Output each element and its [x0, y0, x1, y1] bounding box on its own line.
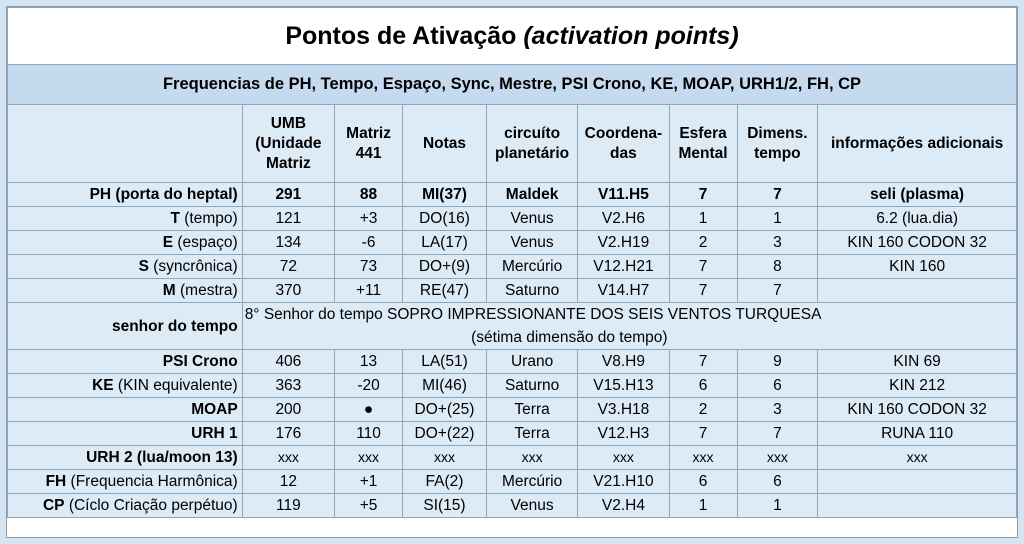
row-label: [8, 207, 243, 231]
cell-umb: 363: [242, 374, 334, 398]
cell-dimens: 9: [737, 350, 818, 374]
cell-dimens: xxx: [737, 446, 818, 470]
table-row: [8, 279, 1017, 303]
row-label-rest: (KIN equivalente): [113, 377, 238, 394]
table-row: [8, 350, 1017, 374]
cell-notas: LA(17): [403, 231, 487, 255]
cell-matriz: 73: [335, 255, 403, 279]
cell-notas: DO+(25): [403, 398, 487, 422]
row-label-rest: (Cíclo Criação perpétuo): [64, 497, 238, 514]
cell-coord: V15.H13: [578, 374, 669, 398]
row-label-rest: (syncrônica): [148, 258, 238, 275]
row-label-rest: (tempo): [179, 210, 238, 227]
cell-circuito: Venus: [486, 207, 577, 231]
header-cell: Notas: [403, 105, 487, 183]
cell-matriz: ●: [335, 398, 403, 422]
row-label-bold: MOAP: [191, 401, 238, 418]
cell-dimens: 1: [737, 494, 818, 518]
cell-circuito: Terra: [486, 398, 577, 422]
cell-matriz: +3: [335, 207, 403, 231]
cell-coord: V12.H3: [578, 422, 669, 446]
cell-circuito: Saturno: [486, 279, 577, 303]
cell-matriz: xxx: [335, 446, 403, 470]
cell-circuito: Venus: [486, 231, 577, 255]
row-label: [8, 398, 243, 422]
cell-notas: DO+(9): [403, 255, 487, 279]
cell-matriz: 110: [335, 422, 403, 446]
cell-notas: xxx: [403, 446, 487, 470]
table-row: [8, 374, 1017, 398]
cell-info: [818, 279, 1017, 303]
cell-umb: 72: [242, 255, 334, 279]
cell-matriz: 88: [335, 183, 403, 207]
cell-matriz: -6: [335, 231, 403, 255]
row-label: [8, 470, 243, 494]
cell-coord: V12.H21: [578, 255, 669, 279]
row-label-bold: M: [162, 282, 176, 299]
cell-info: seli (plasma): [818, 183, 1017, 207]
lord-text-line2: (sétima dimensão do tempo): [471, 329, 668, 346]
table-row: [8, 398, 1017, 422]
table-row: [8, 207, 1017, 231]
row-label-bold: E: [162, 234, 174, 251]
table-row: [8, 446, 1017, 470]
cell-circuito: Mercúrio: [486, 470, 577, 494]
table-subtitle: Frequencias de PH, Tempo, Espaço, Sync, Mestre, PSI Crono, KE, MOAP, URH1/2, FH, CP: [8, 65, 1017, 105]
cell-info: KIN 160: [818, 255, 1017, 279]
cell-dimens: 7: [737, 422, 818, 446]
lord-of-time-cell: [242, 303, 1016, 350]
row-label: senhor do tempo: [8, 303, 243, 350]
row-label: [8, 446, 243, 470]
cell-circuito: xxx: [486, 446, 577, 470]
cell-matriz: +1: [335, 470, 403, 494]
lord-text-line1: 8° Senhor do tempo SOPRO IMPRESSIONANTE DOS SEIS VENTOS TURQUESA: [244, 306, 822, 323]
cell-dimens: 7: [737, 183, 818, 207]
cell-esfera: xxx: [669, 446, 737, 470]
cell-coord: V14.H7: [578, 279, 669, 303]
cell-circuito: Saturno: [486, 374, 577, 398]
cell-esfera: 7: [669, 255, 737, 279]
cell-notas: MI(46): [403, 374, 487, 398]
row-label: [8, 183, 243, 207]
cell-esfera: 7: [669, 183, 737, 207]
row-label: [8, 494, 243, 518]
cell-matriz: -20: [335, 374, 403, 398]
cell-dimens: 1: [737, 207, 818, 231]
cell-dimens: 3: [737, 231, 818, 255]
cell-info: [818, 470, 1017, 494]
cell-info: KIN 69: [818, 350, 1017, 374]
row-label-bold: FH: [45, 473, 67, 490]
cell-dimens: 6: [737, 470, 818, 494]
table-row: [8, 470, 1017, 494]
cell-esfera: 2: [669, 231, 737, 255]
cell-coord: xxx: [578, 446, 669, 470]
cell-notas: MI(37): [403, 183, 487, 207]
header-cell: Matriz 441: [335, 105, 403, 183]
row-label-bold: URH 2 (lua/moon 13): [86, 449, 238, 466]
row-label-rest: (mestra): [175, 282, 238, 299]
cell-matriz: +5: [335, 494, 403, 518]
header-cell: Esfera Mental: [669, 105, 737, 183]
row-label-rest: (Frequencia Harmônica): [66, 473, 238, 490]
table-row: [8, 231, 1017, 255]
cell-esfera: 7: [669, 350, 737, 374]
cell-info: KIN 160 CODON 32: [818, 231, 1017, 255]
cell-umb: 291: [242, 183, 334, 207]
cell-umb: 121: [242, 207, 334, 231]
row-label-bold: URH 1: [191, 425, 238, 442]
cell-dimens: 3: [737, 398, 818, 422]
cell-matriz: 13: [335, 350, 403, 374]
cell-dimens: 7: [737, 279, 818, 303]
row-label: [8, 279, 243, 303]
header-cell: circuíto planetário: [486, 105, 577, 183]
cell-umb: 200: [242, 398, 334, 422]
table-row: [8, 303, 1017, 350]
cell-coord: V3.H18: [578, 398, 669, 422]
cell-coord: V2.H6: [578, 207, 669, 231]
header-cell: UMB (Unidade Matriz: [242, 105, 334, 183]
title-main: Pontos de Ativação: [285, 21, 517, 50]
cell-circuito: Maldek: [486, 183, 577, 207]
row-label: [8, 231, 243, 255]
cell-notas: LA(51): [403, 350, 487, 374]
cell-dimens: 6: [737, 374, 818, 398]
title-italic: (activation points): [523, 21, 739, 50]
cell-info: [818, 494, 1017, 518]
cell-circuito: Mercúrio: [486, 255, 577, 279]
activation-points-table-frame: [6, 6, 1018, 538]
cell-coord: V11.H5: [578, 183, 669, 207]
header-cell: informações adicionais: [818, 105, 1017, 183]
cell-umb: 370: [242, 279, 334, 303]
table-row: [8, 422, 1017, 446]
cell-esfera: 7: [669, 422, 737, 446]
cell-info: KIN 160 CODON 32: [818, 398, 1017, 422]
activation-points-table: [7, 7, 1017, 518]
cell-coord: V2.H19: [578, 231, 669, 255]
cell-notas: RE(47): [403, 279, 487, 303]
cell-info: 6.2 (lua.dia): [818, 207, 1017, 231]
cell-info: xxx: [818, 446, 1017, 470]
cell-coord: V8.H9: [578, 350, 669, 374]
cell-esfera: 1: [669, 207, 737, 231]
cell-umb: 406: [242, 350, 334, 374]
cell-umb: 12: [242, 470, 334, 494]
header-cell: [8, 105, 243, 183]
table-title: [8, 8, 1017, 65]
row-label-bold: PH (porta do heptal): [89, 186, 238, 203]
header-row: [8, 105, 1017, 183]
cell-esfera: 1: [669, 494, 737, 518]
cell-umb: 134: [242, 231, 334, 255]
cell-info: RUNA 110: [818, 422, 1017, 446]
cell-umb: 119: [242, 494, 334, 518]
row-label: [8, 422, 243, 446]
cell-notas: DO+(22): [403, 422, 487, 446]
cell-notas: DO(16): [403, 207, 487, 231]
cell-circuito: Urano: [486, 350, 577, 374]
row-label-bold: T: [170, 210, 180, 227]
row-label: [8, 374, 243, 398]
cell-notas: FA(2): [403, 470, 487, 494]
cell-circuito: Terra: [486, 422, 577, 446]
table-row: [8, 255, 1017, 279]
cell-circuito: Venus: [486, 494, 577, 518]
cell-coord: V21.H10: [578, 470, 669, 494]
cell-dimens: 8: [737, 255, 818, 279]
row-label-rest: (espaço): [173, 234, 238, 251]
row-label: [8, 350, 243, 374]
row-label-bold: S: [138, 258, 149, 275]
row-label-bold: KE: [92, 377, 114, 394]
cell-esfera: 6: [669, 374, 737, 398]
cell-esfera: 7: [669, 279, 737, 303]
table-row: [8, 183, 1017, 207]
header-cell: Dimens. tempo: [737, 105, 818, 183]
row-label-bold: PSI Crono: [162, 353, 238, 370]
row-label: [8, 255, 243, 279]
cell-umb: 176: [242, 422, 334, 446]
cell-matriz: +11: [335, 279, 403, 303]
cell-umb: xxx: [242, 446, 334, 470]
cell-coord: V2.H4: [578, 494, 669, 518]
cell-notas: SI(15): [403, 494, 487, 518]
row-label-bold: CP: [42, 497, 65, 514]
cell-esfera: 2: [669, 398, 737, 422]
cell-info: KIN 212: [818, 374, 1017, 398]
table-row: [8, 494, 1017, 518]
cell-esfera: 6: [669, 470, 737, 494]
header-cell: Coordena-das: [578, 105, 669, 183]
